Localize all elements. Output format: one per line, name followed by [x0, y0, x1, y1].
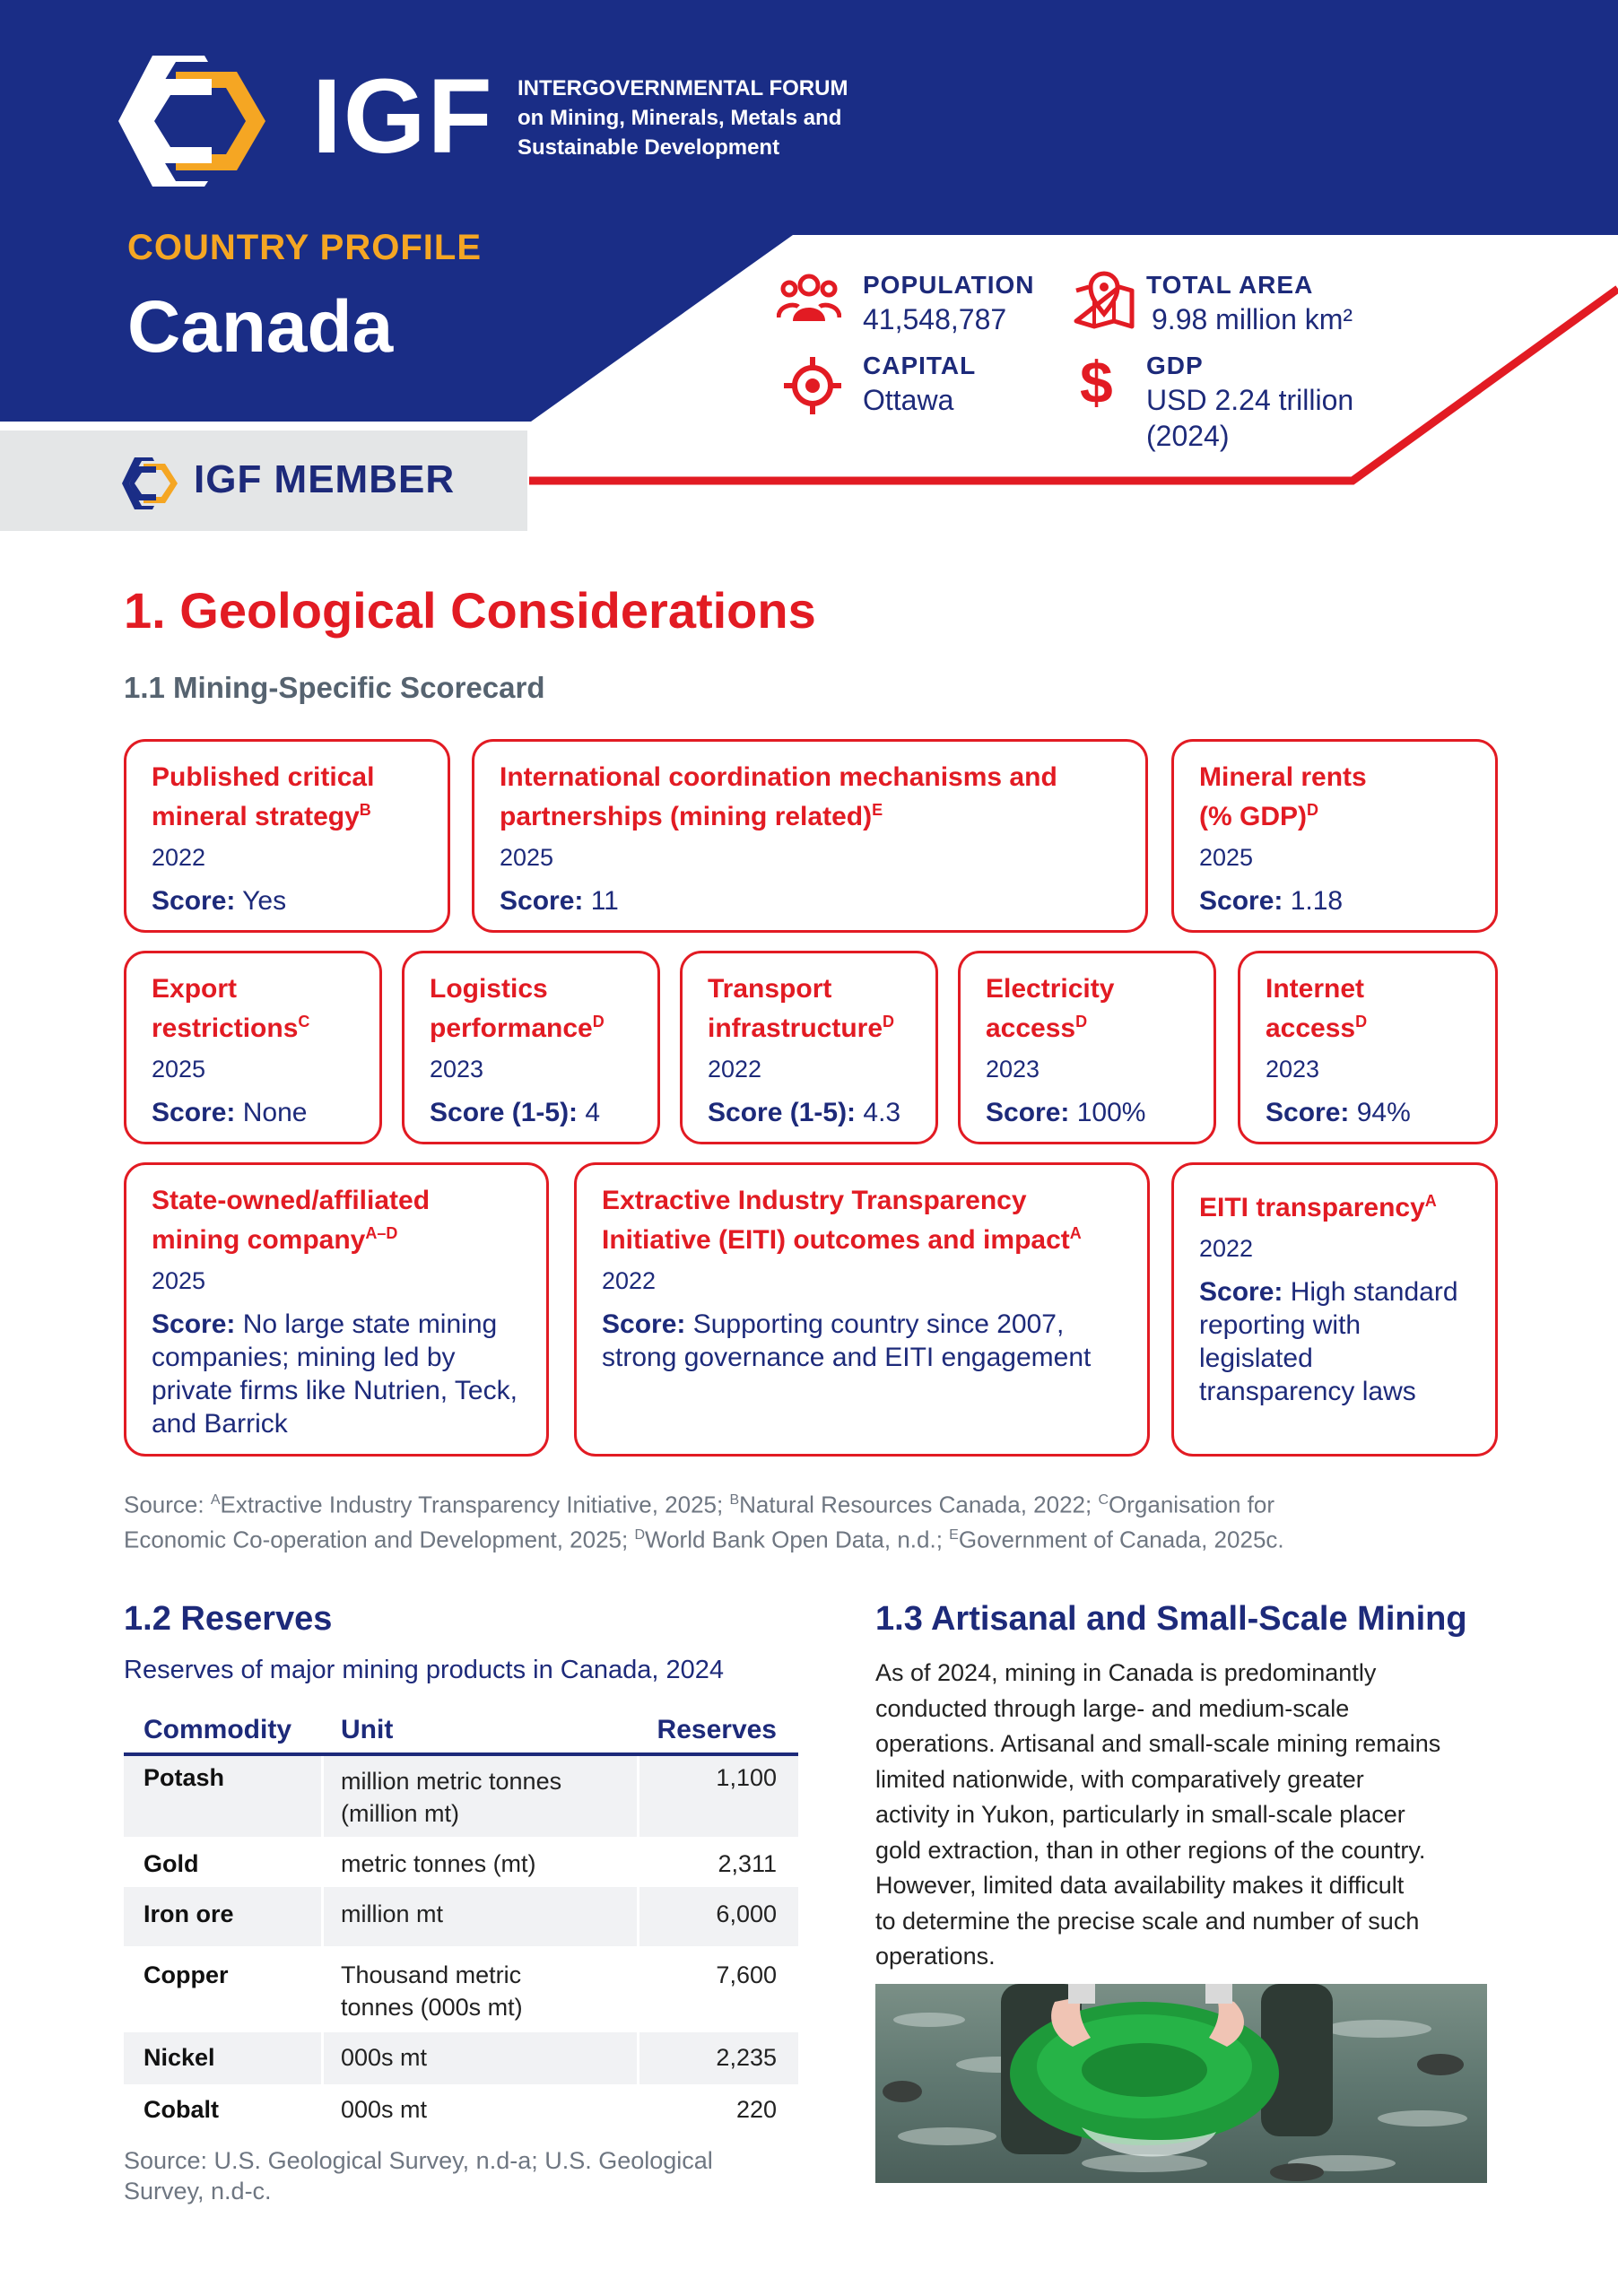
cell-unit: metric tonnes (mt)	[341, 1850, 536, 1877]
scorecard-card	[124, 951, 382, 1144]
card-title: EITI transparency$^A$	[1199, 1192, 1437, 1222]
country-name: Canada	[127, 286, 394, 368]
card-year: 2025	[152, 1056, 206, 1083]
capital-label: CAPITAL	[863, 352, 977, 379]
card-score: Score (1-5): 4	[430, 1098, 601, 1127]
reserves-caption: Reserves of major mining products in Canada, 2024	[124, 1656, 724, 1684]
asm-body: As of 2024, mining in Canada is predominantly conducted through large- and medium-scale operations. Artisanal and small-scale mining remains limited nationwide, with comparatively greater activity in Yukon, particularly in small-scale placer gold extraction, than in other regions of the country. However, limited data availability makes it difficult to determine the precise scale and number of such operations.	[875, 1659, 1441, 1970]
scorecard-subtitle: 1.1 Mining-Specific Scorecard	[124, 671, 545, 704]
scorecard-source	[124, 1485, 1284, 1554]
reserves-source: Source: U.S. Geological Survey, n.d-a; U.S. Geological Survey, n.d-c.	[124, 2147, 713, 2205]
card-score: Score: 94%	[1266, 1098, 1411, 1127]
scorecard-card	[680, 951, 938, 1144]
card-title: Logistics performance$^D$	[430, 974, 605, 1043]
gdp-value-line: (2024)	[1146, 420, 1230, 452]
card-title: State-owned/affiliated mining company$^{A-D}$	[152, 1186, 431, 1255]
card-score: Score: 1.18	[1199, 886, 1344, 916]
source-line-2: Economic Co-operation and Development, 2025; $^D$World Bank Open Data, n.d.; $^E$Government of Canada, 2025c.	[124, 1526, 1284, 1553]
cell-unit: million mt	[341, 1900, 444, 1927]
cell-unit: 000s mt	[341, 2044, 428, 2071]
cell-commodity: Nickel	[144, 2044, 215, 2071]
table-header	[124, 1711, 798, 1756]
scorecard-card	[1171, 739, 1498, 933]
map-pin-icon	[1073, 269, 1135, 332]
header-commodity: Commodity	[144, 1715, 291, 1744]
card-year: 2022	[602, 1267, 657, 1294]
card-score: Score: Supporting country since 2007, strong governance and EITI engagement	[602, 1309, 1092, 1372]
card-year: 2023	[1266, 1056, 1320, 1083]
card-score: Score: 100%	[986, 1098, 1146, 1127]
cell-reserves: 6,000	[716, 1900, 777, 1927]
profile-label: COUNTRY PROFILE	[127, 228, 483, 267]
card-year: 2025	[1199, 844, 1254, 871]
section-title: 1. Geological Considerations	[124, 582, 816, 639]
header-unit: Unit	[341, 1715, 394, 1744]
card-score: Score: 11	[500, 886, 619, 916]
cell-commodity: Potash	[144, 1764, 225, 1791]
org-name-line: on Mining, Minerals, Metals and	[518, 106, 842, 130]
card-title: Electricity access$^D$	[986, 974, 1115, 1043]
cell-reserves: 2,311	[718, 1850, 777, 1877]
org-name-line: Sustainable Development	[518, 135, 780, 160]
card-year: 2022	[152, 844, 206, 871]
table-row	[124, 2084, 798, 2136]
people-icon	[777, 271, 841, 328]
population-label: POPULATION	[863, 271, 1035, 299]
cell-commodity: Iron ore	[144, 1900, 234, 1927]
dollar-icon: $	[1080, 349, 1113, 415]
card-year: 2025	[152, 1267, 206, 1294]
total-area-label: TOTAL AREA	[1146, 271, 1314, 299]
member-label: IGF MEMBER	[194, 457, 456, 501]
org-name-line: INTERGOVERNMENTAL FORUM	[518, 76, 848, 100]
scorecard-card	[1171, 1162, 1498, 1457]
gold-panning-photo	[875, 1984, 1487, 2183]
scorecard-card	[958, 951, 1216, 1144]
reserves-table	[124, 1711, 798, 2136]
card-year: 2022	[708, 1056, 762, 1083]
org-name	[518, 74, 848, 162]
scorecard-card	[124, 739, 450, 933]
card-title: Mineral rents (% GDP)$^D$	[1199, 762, 1367, 831]
table-row	[124, 1946, 798, 2032]
igf-wordmark: IGF	[312, 57, 494, 176]
cell-reserves: 1,100	[716, 1764, 777, 1791]
card-title: Internet access$^D$	[1266, 974, 1368, 1043]
card-score: Score (1-5): 4.3	[708, 1098, 901, 1127]
table-row	[124, 1837, 798, 1887]
card-score: Score: No large state mining companies; mining led by private firms like Nutrien, Teck, and Barrick	[152, 1309, 518, 1439]
header-reserves: Reserves	[657, 1715, 777, 1744]
population-value: 41,548,787	[863, 303, 1007, 335]
target-icon	[782, 355, 843, 416]
card-score: Score: High standard reporting with legislated transparency laws	[1199, 1277, 1458, 1406]
card-year: 2022	[1199, 1235, 1254, 1262]
card-year: 2025	[500, 844, 554, 871]
reserves-title: 1.2 Reserves	[124, 1600, 333, 1638]
gdp-value-line: USD 2.24 trillion	[1146, 384, 1354, 416]
gdp-value	[1146, 382, 1353, 454]
cell-unit: million metric tonnes (million mt)	[341, 1768, 562, 1827]
cell-reserves: 7,600	[716, 1961, 777, 1988]
scorecard-card	[124, 1162, 549, 1457]
card-title: Published critical mineral strategy$^B$	[152, 762, 375, 831]
table-row	[124, 1756, 798, 1837]
card-title: International coordination mechanisms and partnerships (mining related)$^E$	[500, 762, 1057, 831]
asm-title: 1.3 Artisanal and Small-Scale Mining	[875, 1600, 1467, 1638]
cell-reserves: 220	[735, 2096, 777, 2123]
cell-commodity: Cobalt	[144, 2096, 219, 2123]
gdp-label: GDP	[1146, 352, 1204, 379]
cell-reserves: 2,235	[716, 2044, 777, 2071]
capital-value: Ottawa	[863, 384, 954, 416]
scorecard-card	[402, 951, 660, 1144]
table-row	[124, 2032, 798, 2084]
scorecard-card	[1238, 951, 1498, 1144]
scorecard-card	[472, 739, 1148, 933]
cell-unit: 000s mt	[341, 2096, 428, 2123]
igf-member-logo-icon	[122, 456, 181, 511]
card-year: 2023	[430, 1056, 484, 1083]
card-year: 2023	[986, 1056, 1040, 1083]
cell-unit: Thousand metric tonnes (000s mt)	[341, 1961, 523, 2021]
card-title: Extractive Industry Transparency Initiative (EITI) outcomes and impact$^A$	[602, 1186, 1082, 1255]
cell-commodity: Gold	[144, 1850, 199, 1877]
table-row	[124, 1887, 798, 1946]
card-score: Score: Yes	[152, 886, 287, 916]
total-area-value: 9.98 million km²	[1152, 303, 1353, 335]
cell-commodity: Copper	[144, 1961, 229, 1988]
card-score: Score: None	[152, 1098, 308, 1127]
source-line-1: Source: $^A$Extractive Industry Transparency Initiative, 2025; $^B$Natural Resources Canada, 2022; $^C$Organisation for	[124, 1491, 1275, 1518]
card-title: Transport infrastructure$^D$	[708, 974, 895, 1043]
scorecard-card	[574, 1162, 1150, 1457]
card-title: Export restrictions$^C$	[152, 974, 310, 1043]
